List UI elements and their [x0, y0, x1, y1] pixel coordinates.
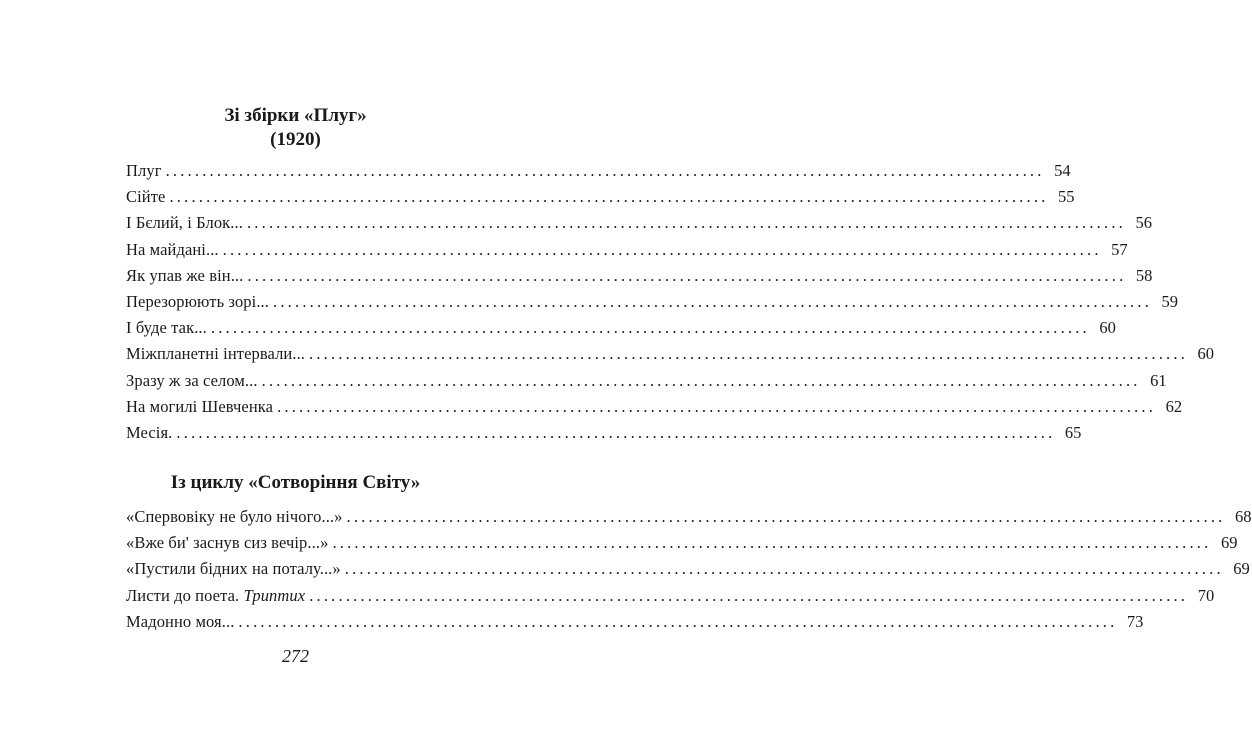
toc-entry-title: Міжпланетні інтервали... [126, 344, 306, 364]
toc-entry-page: 61 [1150, 370, 1167, 390]
section-1-title: Зі збірки «Плуг» [224, 105, 367, 126]
toc-entry-page: 69 [1220, 533, 1238, 553]
toc-leader-dots: ........................................................................................................................ [169, 187, 1049, 207]
toc-leader-dots: ........................................................................................................................ [277, 396, 1157, 416]
toc-leader-dots: ........................................................................................................................ [309, 585, 1189, 605]
toc-entry-page: 57 [1111, 239, 1128, 259]
toc-entry-title: Месія. [126, 423, 173, 442]
toc-entry [126, 421, 1082, 445]
toc-entry-title: Мадонно моя... [126, 611, 235, 631]
toc-entry-title: Сійте [126, 187, 166, 207]
toc-entry-title: І Бєлий, і Блок... [126, 213, 243, 233]
toc-leader-dots: ........................................................................................................................ [246, 213, 1126, 233]
toc-leader-dots: ........................................................................................................................ [273, 292, 1153, 311]
toc-leader-dots: ........................................................................................................................ [176, 423, 1056, 442]
toc-entry-title: На могилі Шевченка [126, 396, 274, 416]
toc-entry [126, 185, 1075, 209]
toc-leader-dots: ........................................................................................................................ [165, 161, 1045, 180]
toc-entry-page: 55 [1057, 187, 1075, 207]
toc-entry-page: 62 [1165, 396, 1183, 416]
toc-leader-dots: ........................................................................................................................ [344, 559, 1224, 579]
toc-entry-title: «Пустили бідних на поталу...» [126, 559, 341, 579]
toc-entry-page: 54 [1054, 161, 1071, 180]
toc-entry-page: 65 [1064, 423, 1082, 442]
toc-entry-title: Листи до поета. Триптих [126, 585, 306, 605]
toc-entry-title: І буде так... [126, 318, 207, 338]
toc-entry-title: Як упав же він... [126, 265, 244, 285]
toc-entry-page: 70 [1197, 585, 1215, 605]
toc-leader-dots: ........................................................................................................................ [261, 370, 1141, 390]
toc-entry [126, 264, 1153, 288]
toc-entry-page: 73 [1126, 611, 1144, 631]
toc-entry-title: Зразу ж за селом... [126, 370, 258, 390]
toc-entry-title: «Вже би' заснув сиз вечір...» [126, 533, 329, 553]
toc-entry-subtitle: Триптих [243, 585, 306, 605]
toc-leader-dots: ........................................................................................................................ [210, 318, 1090, 338]
toc-entry [126, 290, 1179, 314]
toc-entry-page: 68 [1235, 507, 1252, 526]
toc-entry-title: Плуг [126, 161, 162, 180]
section-2-title: Із циклу «Сотворіння Світу» [170, 472, 421, 493]
toc-entry [126, 395, 1183, 419]
toc-entry [126, 531, 1238, 555]
toc-entry-page: 60 [1099, 318, 1116, 338]
toc-entry-title: «Спервовіку не було нічого...» [126, 507, 343, 526]
toc-entry [126, 316, 1116, 340]
toc-leader-dots: ........................................................................................................................ [309, 344, 1189, 364]
toc-entry [126, 505, 1252, 529]
toc-leader-dots: ........................................................................................................................ [346, 507, 1226, 526]
toc-entry [126, 610, 1144, 634]
toc-entry-page: 60 [1197, 344, 1215, 364]
toc-entry-page: 56 [1135, 213, 1152, 233]
toc-entry [126, 211, 1152, 235]
section-1-year: (1920) [270, 129, 321, 150]
toc-entry [126, 159, 1071, 183]
toc-entry-page: 69 [1233, 559, 1250, 579]
toc-entry [126, 369, 1167, 393]
toc-entry [126, 557, 1250, 581]
toc-entry-title: На майдані... [126, 239, 219, 259]
toc-leader-dots: ........................................................................................................................ [247, 265, 1127, 285]
toc-entry [126, 238, 1128, 262]
page-number: 272 [282, 646, 309, 666]
toc-entry [126, 584, 1215, 608]
toc-entry [126, 342, 1215, 366]
toc-leader-dots: ........................................................................................................................ [238, 611, 1118, 631]
toc-entry-title: Перезорюють зорі... [126, 292, 270, 311]
toc-leader-dots: ........................................................................................................................ [332, 533, 1212, 553]
toc-entry-page: 58 [1135, 265, 1153, 285]
toc-entry-page: 59 [1161, 292, 1179, 311]
toc-leader-dots: ........................................................................................................................ [222, 239, 1102, 259]
